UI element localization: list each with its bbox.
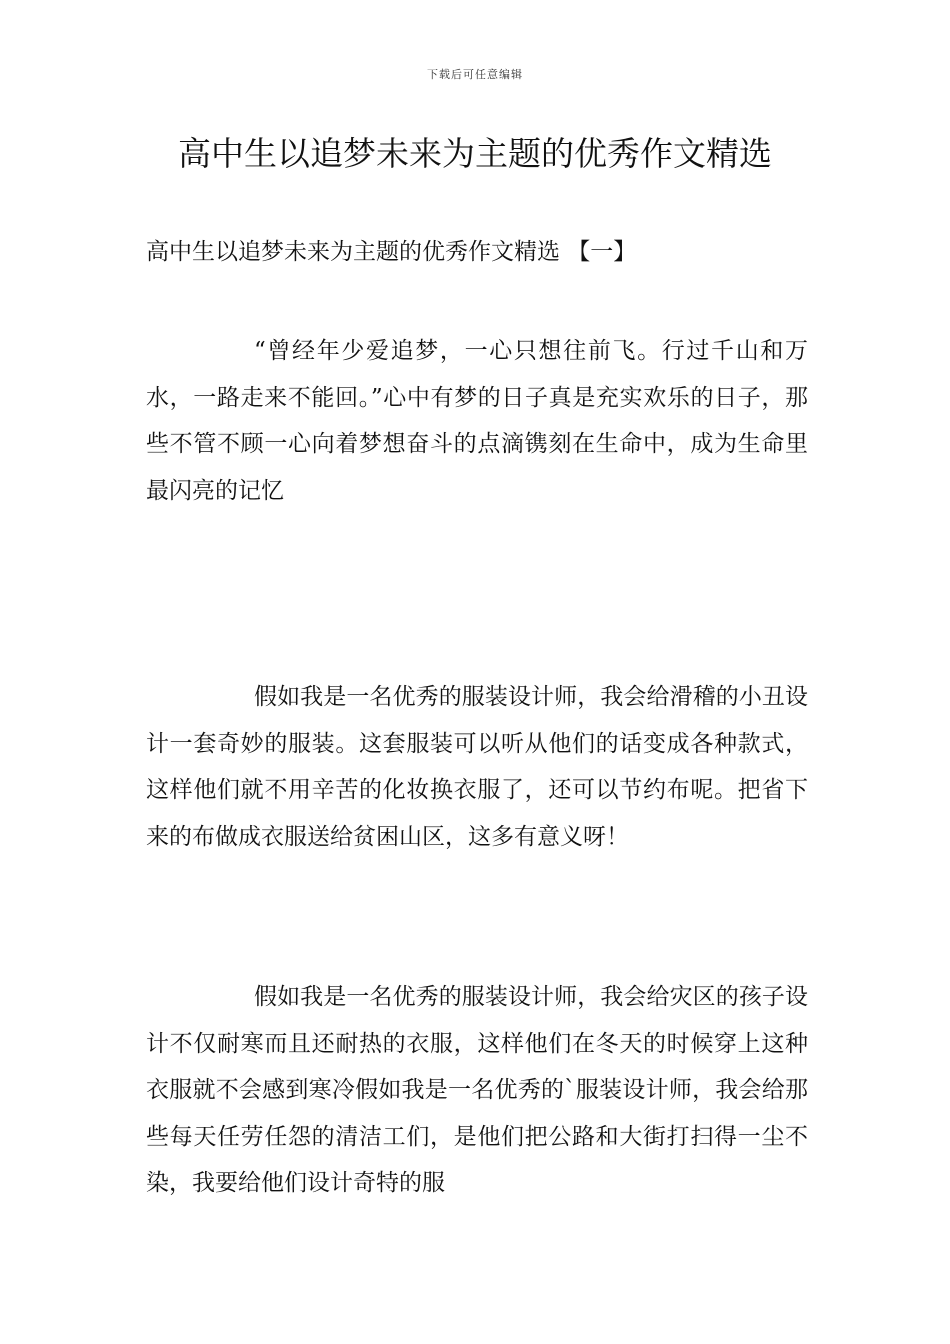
paragraph-1: “曾经年少爱追梦，一心只想往前飞。行过千山和万水，一路走来不能回。”心中有梦的日子真是充实欢乐的日子，那些不管不顾一心向着梦想奋斗的点滴镌刻在生命中，成为生命里最闪亮的记忆 — [146, 338, 808, 504]
paragraph-3: 假如我是一名优秀的服装设计师，我会给灾区的孩子设计不仅耐寒而且还耐热的衣服，这样他们在冬天的时候穿上这种衣服就不会感到寒冷假如我是一名优秀的`服装设计师，我会给那些每天任劳任怨的清洁工们，是他们把公路和大街打扫得一尘不染，我要给他们设计奇特的服 — [146, 984, 808, 1196]
paragraph-2: 假如我是一名优秀的服装设计师，我会给滑稽的小丑设计一套奇妙的服装。这套服装可以听从他们的话变成各种款式，这样他们就不用辛苦的化妆换衣服了，还可以节约布呢。把省下来的布做成衣服送给贫困山区，这多有意义呀！ — [146, 684, 808, 850]
header-note: 下载后可任意编辑 — [427, 68, 523, 81]
document-title: 高中生以追梦未来为主题的优秀作文精选 — [178, 134, 772, 173]
section-title: 高中生以追梦未来为主题的优秀作文精选 【一】 — [146, 239, 637, 265]
